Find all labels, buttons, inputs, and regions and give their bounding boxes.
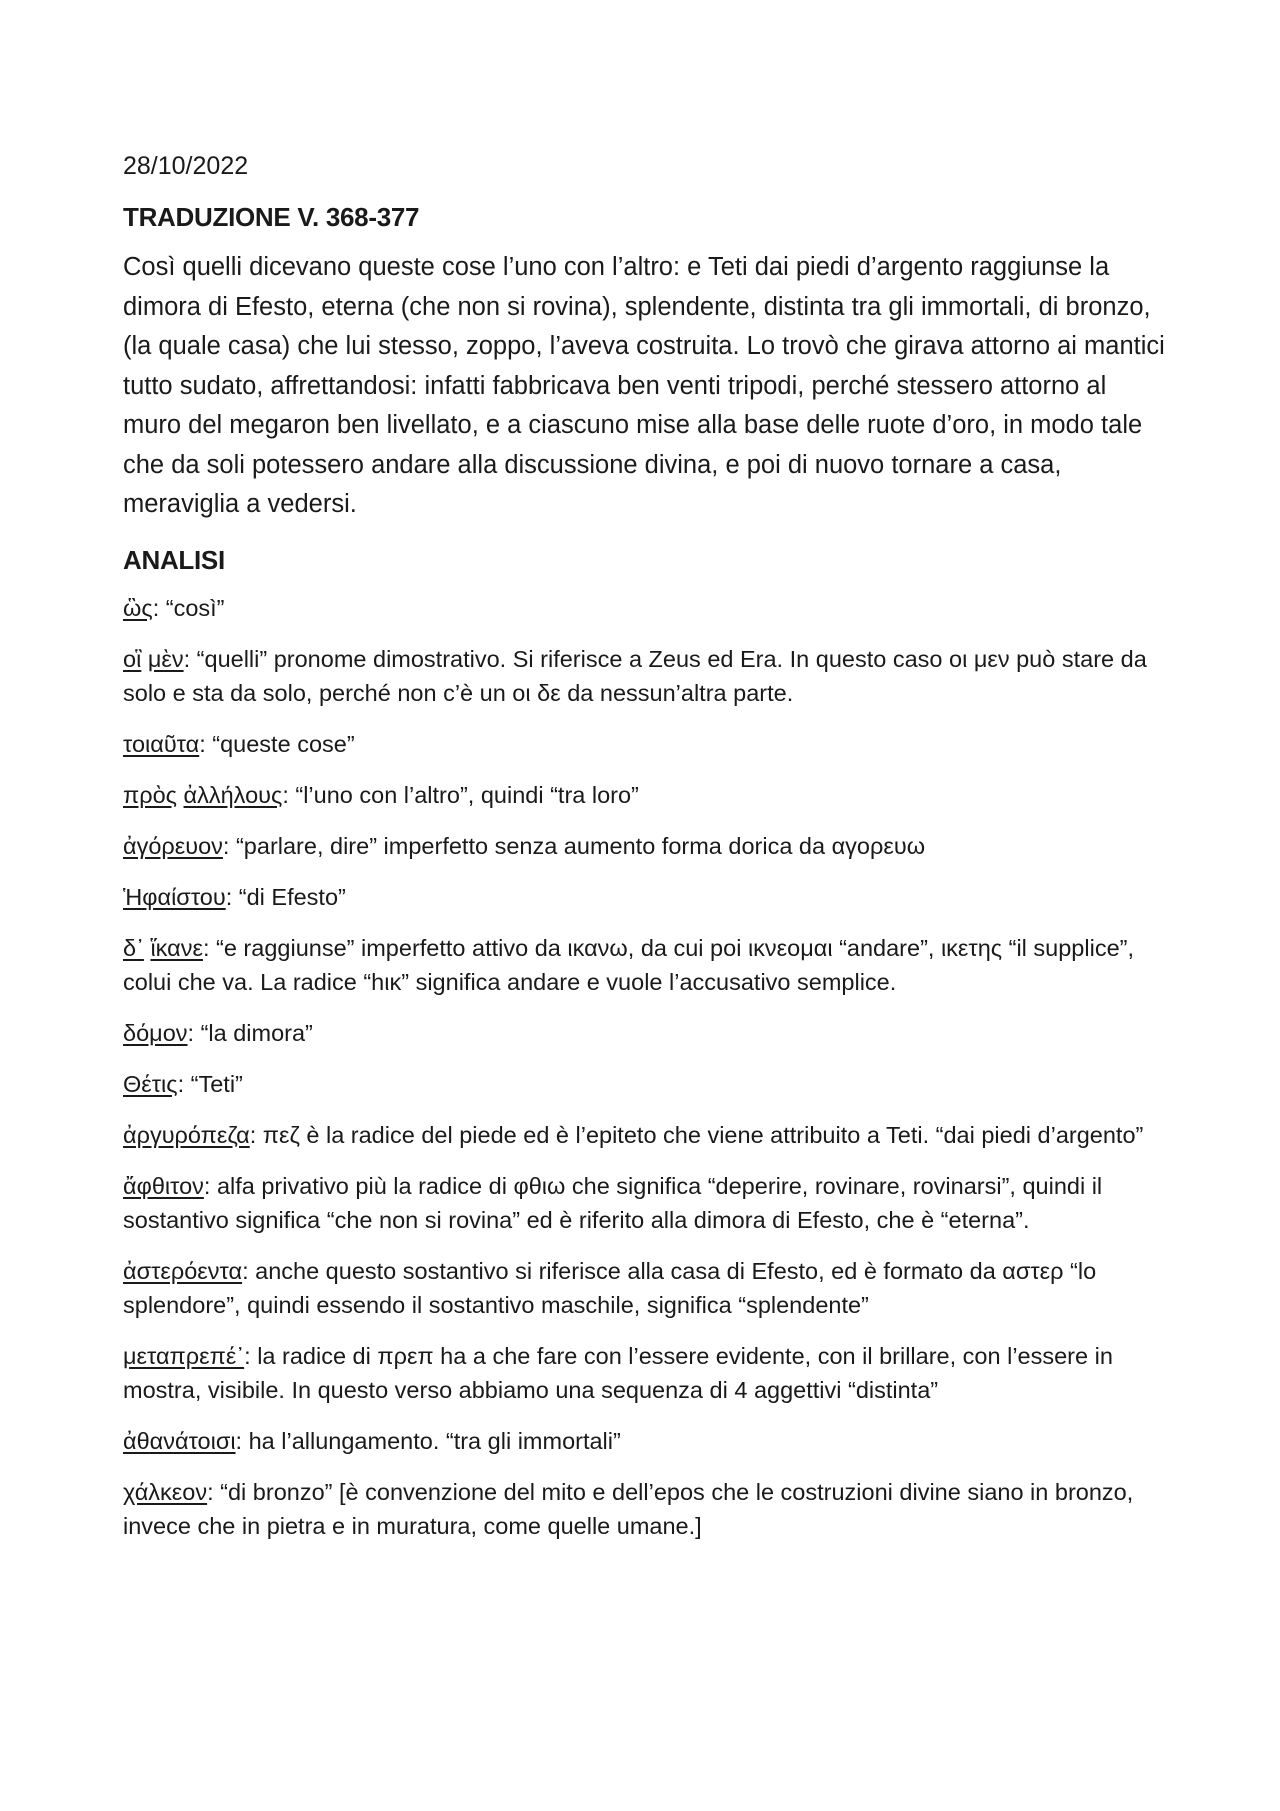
term-explanation: : “così” xyxy=(152,594,225,621)
greek-term: ἵκανε xyxy=(150,934,203,961)
term-explanation: : “parlare, dire” imperfetto senza aumento forma dorica da αγορευω xyxy=(222,832,926,859)
term-explanation: : “di Efesto” xyxy=(225,883,346,910)
document-page xyxy=(123,150,1168,1560)
greek-term: τοιαῦτα xyxy=(123,730,200,757)
analysis-entry xyxy=(123,931,1168,999)
term-explanation: : πεζ è la radice del piede ed è l’epiteto che viene attribuito a Teti. “dai piedi d’argento” xyxy=(249,1121,1144,1148)
greek-term: μὲν xyxy=(147,645,184,672)
greek-term: πρὸς xyxy=(123,781,177,808)
analysis-heading: ANALISI xyxy=(123,544,225,575)
analysis-entry xyxy=(123,1339,1168,1407)
term-explanation: : “Teti” xyxy=(177,1070,243,1097)
analysis-entry xyxy=(123,1118,1168,1152)
greek-term: ὣς xyxy=(123,594,153,621)
term-explanation: : “quelli” pronome dimostrativo. Si riferisce a Zeus ed Era. In questo caso οι μεν può stare da solo e sta da solo, perché non c’è un οι δε da nessun’altra parte. xyxy=(123,645,1147,706)
greek-term: δ᾽ xyxy=(123,934,144,961)
term-explanation: : “e raggiunse” imperfetto attivo da ικανω, da cui poi ικνεομαι “andare”, ικετης “il supplice”, colui che va. La radice “hικ” significa andare e vuole l’accusativo semplice. xyxy=(123,934,1134,995)
analysis-entry xyxy=(123,727,1168,761)
analysis-entry xyxy=(123,1016,1168,1050)
analysis-entry xyxy=(123,1424,1168,1458)
term-explanation: : ha l’allungamento. “tra gli immortali” xyxy=(235,1427,621,1454)
greek-term: οἳ xyxy=(123,645,142,672)
analysis-entry xyxy=(123,778,1168,812)
analysis-entry xyxy=(123,1169,1168,1237)
analysis-entry xyxy=(123,880,1168,914)
analysis-entry xyxy=(123,1254,1168,1322)
analysis-entry xyxy=(123,1067,1168,1101)
greek-term: ἀθανάτοισι xyxy=(123,1427,236,1454)
term-explanation: : alfa privativo più la radice di φθιω che significa “deperire, rovinare, rovinarsi”, quindi il sostantivo significa “che non si rovina” ed è riferito alla dimora di Efesto, che è “eterna”. xyxy=(123,1172,1103,1233)
greek-term: ἀλλήλους xyxy=(183,781,283,808)
term-explanation: : la radice di πρεπ ha a che fare con l’essere evidente, con il brillare, con l’essere in mostra, visibile. In questo verso abbiamo una sequenza di 4 aggettivi “distinta” xyxy=(123,1342,1113,1403)
greek-term: μεταπρεπέ᾽ xyxy=(123,1342,245,1369)
analysis-entry xyxy=(123,829,1168,863)
analysis-entry xyxy=(123,591,1168,625)
term-explanation: : “la dimora” xyxy=(187,1019,313,1046)
greek-term: ἀγόρευον xyxy=(123,832,223,859)
greek-term: ἀργυρόπεζα xyxy=(123,1121,250,1148)
greek-term: Θέτις xyxy=(123,1070,178,1097)
term-explanation: : “di bronzo” [è convenzione del mito e dell’epos che le costruzioni divine siano in bronzo, invece che in pietra e in muratura, come quelle umane.] xyxy=(123,1478,1134,1539)
greek-term: χάλκεον xyxy=(123,1478,208,1505)
greek-term: ἀστερόεντα xyxy=(123,1257,243,1284)
document-date: 28/10/2022 xyxy=(123,152,249,180)
translation-paragraph: Così quelli dicevano queste cose l’uno con l’altro: e Teti dai piedi d’argento raggiunse la dimora di Efesto, eterna (che non si rovina), splendente, distinta tra gli immortali, di bronzo, (la quale casa) che lui stesso, zoppo, l’aveva costruita. Lo trovò che girava attorno ai mantici tutto sudato, affrettandosi: infatti fabbricava ben venti tripodi, perché stessero attorno al muro del megaron ben livellato, e a ciascuno mise alla base delle ruote d’oro, in modo tale che da soli potessero andare alla discussione divina, e poi di nuovo tornare a casa, meraviglia a vedersi. xyxy=(123,253,1165,518)
analysis-list xyxy=(123,591,1168,1543)
term-explanation: : anche questo sostantivo si riferisce alla casa di Efesto, ed è formato da αστερ “lo splendore”, quindi essendo il sostantivo maschile, significa “splendente” xyxy=(123,1257,1097,1318)
term-explanation: : “l’uno con l’altro”, quindi “tra loro” xyxy=(282,781,639,808)
analysis-entry xyxy=(123,1475,1168,1543)
analysis-entry xyxy=(123,642,1168,710)
greek-term: Ἡφαίστου xyxy=(123,883,226,910)
greek-term: ἄφθιτον xyxy=(123,1172,204,1199)
term-explanation: : “queste cose” xyxy=(199,730,355,757)
greek-term: δόμον xyxy=(123,1019,188,1046)
translation-heading: TRADUZIONE V. 368-377 xyxy=(123,202,420,232)
